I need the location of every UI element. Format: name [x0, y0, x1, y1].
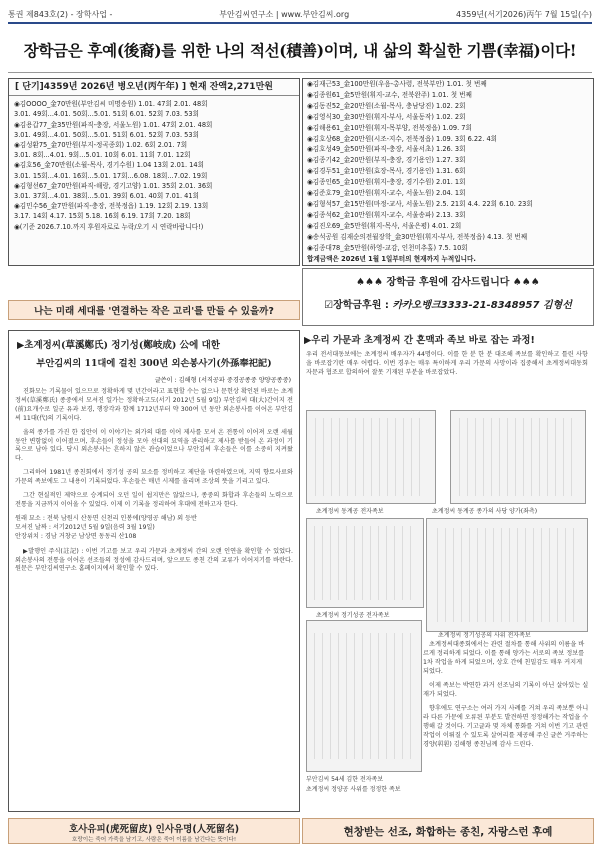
scholarship-line: ◉김종원61_金5만원(휘지-교수, 전북완주) 1.01. 첫 번째: [307, 90, 472, 99]
scholarship-line: ◉김해용61_金10만원(휘지-목부양, 전북정읍) 1.09. 7회: [307, 123, 472, 132]
image-caption: 초계정씨 동계공 종가의 사당 양가(좌측): [432, 508, 538, 515]
scholarship-line: ◉김종기42_金20만원(부직-충장, 경기용인) 1.27. 3회: [307, 156, 466, 165]
byline: 글쓴이 : 김해형 (서직공파 중경공종중 양양공종중): [154, 377, 291, 384]
headline: 장학금은 후예(後裔)를 위한 나의 적선(積善)이며, 내 삶의 확실한 기쁨(幸福)이다!: [8, 28, 592, 73]
support-title: ♠♠♠ 장학금 후원에 감사드립니다 ♠♠♠: [356, 277, 540, 288]
article-body: [423, 640, 589, 754]
scholarship-line: ◉김진오69_金5만원(휘지-목사, 서울은평) 4.01. 2회: [307, 221, 462, 230]
scholarship-line: ◉김호성49_金50만원(파직-충장, 서울서초) 1.26. 3회: [307, 145, 466, 154]
article-intro: 우리 전서대동보에는 초계정씨 배우자가 44명이다. 이를 한 분 한 분 대조해 족보를 확인하고 틀린 사항을 바로잡기란 매우 어렵다. 이번 경우는 매우 특이하게 우리 가문의 사망이라 집중해서 초계정씨대동회 자문과 협조로 합의하여 잘못 기재된 부분을 바로잡았다.: [306, 351, 588, 376]
article-title: ▶우리 가문과 초계정씨 간 혼맥과 족보 바로 잡는 과정!: [304, 335, 535, 346]
shrine-image: [450, 410, 586, 504]
article-body: [9, 388, 299, 574]
scholarship-line: ◉김종인65_金10만원(휘지-충장, 경기수원) 2.01. 1회: [307, 178, 466, 187]
scholarship-line: 3.01. 37회...4.01. 38회...5.01. 39회 6.01. 40회 7.01. 41회: [14, 192, 199, 201]
scholarship-line: 3.01. 15회...4.01. 16회...5.01. 17회...6.08. 18회...7.02. 19회: [14, 171, 208, 180]
burial-info: [15, 515, 293, 542]
scholarship-line: ◉김종석62_金10만원(휘지-교수, 서울송파) 2.13. 3회: [307, 210, 466, 219]
scholarship-line: ◉김형선67_金70만원(파직-해랑, 경기고양) 1.01. 35회 2.01. 36회: [14, 181, 213, 190]
scholarship-line: ◉김OOOO_金70만원(부안김씨 미명송원) 1.01. 47회 2.01. 48회: [14, 100, 208, 109]
question-banner: 나는 미래 세대를 '연결하는 작은 고리'를 만들 수 있을까?: [8, 300, 300, 320]
paragraph: 그리하여 1981년 종친회에서 정기성 공의 묘소를 정비하고 제단을 마련하였으며, 지역 향토사료와 가문의 족보에도 그 내용이 기록되었다. 후손들은 매년 시제를 올리며 조상의 뜻을 기리고 있다.: [15, 469, 293, 486]
genealogy-image: [306, 620, 422, 772]
account-number[interactable]: 카카오뱅크3333-21-8348957 김형선: [392, 300, 572, 311]
scholarship-line: ◉김종대78_金5만원(하영-교감, 인천미추홀) 7.5. 10회: [307, 243, 468, 252]
image-caption: 초계정씨 정양공 사위를 정정한 족보: [306, 786, 401, 793]
scholarship-line: 3.01. 49회...4.01. 50회...5.01. 51회 6.01. 52회 7.03. 53회: [14, 130, 199, 139]
meta-line: 안장위치 : 경남 거창군 남상면 동동리 산108: [15, 532, 137, 540]
org-label[interactable]: 부안김씨연구소 | www.부안김씨.org: [219, 9, 350, 19]
image-caption: 부안김씨 54세 김한 전자족보: [306, 776, 384, 783]
scholarship-line: ◉김준호79_金10만원(휘지-교수, 서울노원) 2.04. 1회: [307, 189, 466, 198]
genealogy-image: [306, 410, 436, 504]
paragraph: 그간 현실적인 제약으로 승계되어 오던 일이 쉽지만은 않았으나, 종중의 화합과 후손들의 노력으로 전통을 지금까지 이어올 수 있었다. 이제 이 기록을 정리하여 후대에 전하고자 한다.: [15, 492, 293, 508]
paragraph: 초계정씨대종회에서는 관련 절차를 통해 사위의 이름을 바르게 정리하게 되었다. 이를 통해 양가는 서로의 족보 정보를 1차 작업을 하게 되었으며, 상호 간에 친밀감도 매우 커지게 되었다.: [423, 641, 585, 675]
date-label: 4359년(서기2026)丙午 7월 15일(수): [456, 9, 592, 19]
scholarship-line: ◉김호상68_金20만원(시조-지수, 전북정읍) 1.09. 3회 6.22. 4회: [307, 134, 498, 143]
left-article: [8, 330, 300, 812]
right-article: [302, 330, 592, 810]
scholarship-note: ◉(기준 2026.7.10.까지 후원자로로 누락/오기 시 연락바랍니다!): [14, 222, 204, 231]
meta-line: 원래 묘소 : 전북 남원시 산동면 신천리 인봉에(양영공 해남) 외 등반: [15, 514, 197, 522]
scholarship-line: 3.01. 8회...4.01. 9회...5.01. 10회 6.01. 11회 7.01. 12회: [14, 151, 191, 160]
scholarship-total-note: 합계금액은 2026년 1월 1일부터의 현재까지 누적입니다.: [307, 254, 476, 263]
support-box: [302, 268, 594, 326]
scholarship-line: ◉김경두51_金10만원(효장-목사, 경기용인) 1.31. 6회: [307, 167, 466, 176]
issue-label: 통권 제843호(2) - 장학사업 -: [8, 9, 113, 19]
genealogy-image: [426, 518, 588, 632]
proverb-meaning: 호랑이는 죽어 가죽을 남기고, 사람은 죽어 이름을 남긴다는 뜻이다!: [71, 837, 237, 843]
scholarship-line: ◉김민수56_金7만원(파직-충장, 전북정읍) 1.19. 12회 2.19. 13회: [14, 202, 209, 211]
scholarship-line: 3.17. 14회 4.17. 15회 5.18. 16회 6.19. 17회 7.20. 18회: [14, 212, 191, 221]
paragraph: 올의 종가를 가진 한 집안이 이 이야기는 외가의 대를 이어 제사를 모셔 온 전통이 이어져 오랜 세월 동안 변함없이 이어졌으며, 후손들이 정성을 모아 선대의 묘역을 관리하고 제사를 받들어 온 과정이 기록으로 남아 있다. 당시 외손봉사는 흔하지 않은 관습이었으나 부안김씨 후손들은 이를 소중히 지켜왔다.: [15, 428, 293, 463]
scholarship-line: ◉송석공원 김재순의전월장학_金30만원(휘지-부사, 전북정읍) 4.13. 첫 번째: [307, 232, 528, 241]
slogan-box: 현창받는 선조, 화합하는 종친, 자랑스런 후예: [302, 818, 594, 844]
proverb-box: [8, 818, 300, 844]
publisher-note: ▶발행인 주식(註記) : 이번 기고를 보고 우리 가문과 초계정씨 간의 오랜 인연을 확인할 수 있었다. 외손봉사의 전통을 이어온 선조들의 정성에 감사드리며, 앞으로도 종친 간의 교류가 이어지기를 바란다. 원문은 부안김씨연구소 홈페이지에서 확인할 수 있다.: [15, 547, 293, 573]
scholarship-line: ◉김용갑77_金35만원(파직-충장, 서울노원) 1.01. 47회 2.01. 48회: [14, 120, 213, 129]
genealogy-image: [306, 518, 424, 608]
page-header: [8, 6, 592, 24]
article-title: ▶초계정씨(草溪鄭氏) 정기성(鄭岐成) 公에 대한: [17, 340, 220, 351]
scholarship-line: ◉김호56_金70만원(소월-목사, 경기수원) 1.04 13회 2.01. 14회: [14, 161, 204, 170]
image-caption: 초계정씨 정기성공 전자족보: [316, 612, 390, 619]
scholarship-line: ◉김영식30_金30만원(휘지-부사, 서울동작) 1.02. 2회: [307, 112, 466, 121]
image-caption: 초계정씨 정기성공의 사위 전자족보: [438, 632, 531, 639]
scholarship-list-right: [302, 78, 594, 266]
image-caption: 초계정씨 동계공 전자족보: [316, 508, 384, 515]
scholarship-line: ◉김성환75_金70만원(부지-정곡종회) 1.02. 6회 2.01. 7회: [14, 141, 188, 150]
support-account: [303, 296, 593, 311]
paragraph: 이제 족보는 박연한 과거 선조님의 기록이 아닌 살아있는 실재가 되었다.: [423, 682, 589, 698]
scholarship-line: ◉김형석57_金15만원(마정-교사, 서울노원) 2.5. 21회 4.4. 22회 6.10. 23회: [307, 199, 533, 208]
paragraph: 향후에도 연구소는 여러 가지 사례를 거쳐 우리 족보뿐 아니라 다른 가문에 오류된 부분도 발견하면 정정해가는 작업을 수행해 갈 것이다. 기고글과 몇 자체 통화를 거쳐 이번 기고 관련 작업이 이뤄질 수 있도록 살여리를 제공해 주신 글쓴 거주하는 경양(휘훤) 김해형 종친님께 감사 드린다.: [423, 705, 589, 748]
scholarship-title: [ 단기]4359년 2026년 병오년(丙午年) ] 현재 잔액2,271만원: [9, 79, 299, 96]
scholarship-line: ◉김재근53_金100만원(우음-총사령, 전북부안) 1.01. 첫 번째: [307, 80, 487, 88]
meta-line: 모셔진 날짜 : 서기2012년 5월 9일(음력 3월 19일): [15, 523, 155, 531]
account-label: ☑장학금후원 :: [324, 300, 389, 311]
scholarship-line: 3.01. 49회...4.01. 50회...5.01. 51회 6.01. 52회 7.03. 53회: [14, 110, 199, 119]
article-subtitle: 부안김씨의 11대에 걸친 300년 외손봉사기(外孫奉祀記): [36, 358, 272, 369]
scholarship-line: ◉김동진52_金20만원(소월-목사, 충남당진) 1.02. 2회: [307, 101, 466, 110]
scholarship-list-left: [8, 78, 300, 266]
paragraph: 진화모는 기록물이 있으므로 정확하게 몇 년간이라고 표현할 수는 없으나 문헌상 확인된 바로는 초계정씨(草溪鄭氏) 종중에서 모셔진 일가는 정확하고도(서기 2012년 5월 9일) 부안김씨 대(大)간이지 전(前)요개수로 일군 유과 보경, 행장각과 함께 1712년부터 약 300여 년 동안 외손봉사를 이어온 부안김씨 11대(代)의 기록이다.: [15, 388, 293, 422]
proverb-title: 호사유피(虎死留皮) 인사유명(人死留名): [68, 824, 240, 835]
